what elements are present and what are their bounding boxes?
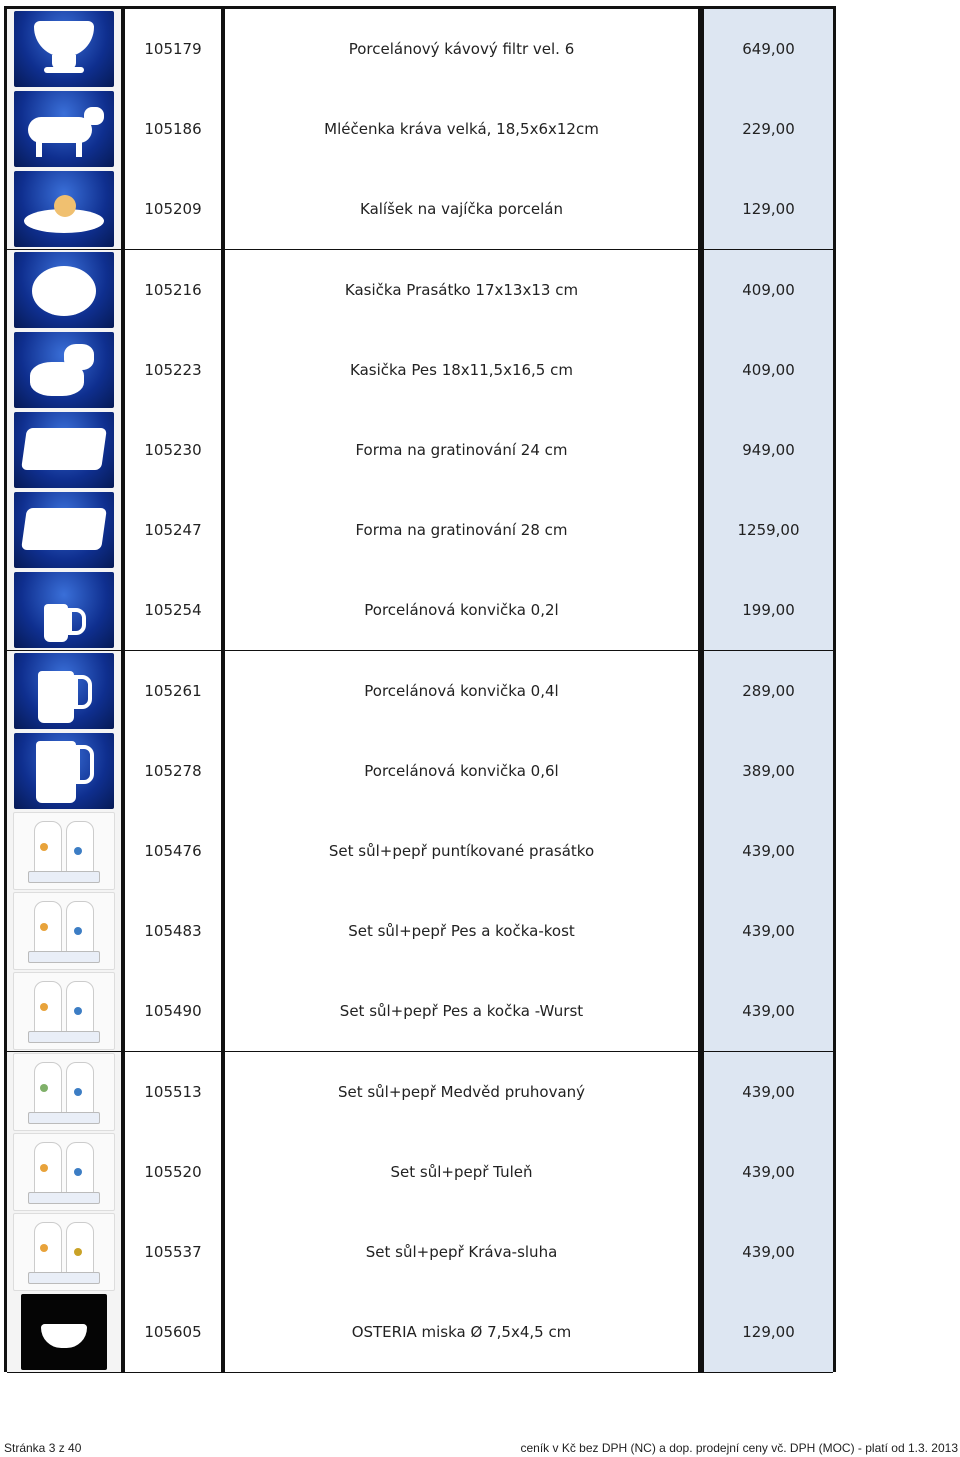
piggy-bank-image (14, 252, 114, 328)
product-price: 129,00 (704, 1292, 833, 1372)
product-name: Porcelánová konvička 0,2l (225, 570, 701, 650)
product-price: 289,00 (704, 651, 833, 731)
price-table (4, 6, 836, 1372)
salt-pepper-cow-image (13, 1213, 115, 1291)
product-name: Set sůl+pepř Pes a kočka -Wurst (225, 971, 701, 1051)
product-name: Set sůl+pepř puntíkované prasátko (225, 811, 701, 891)
product-code: 105537 (125, 1212, 223, 1292)
product-image-cell (7, 410, 123, 490)
product-name: Set sůl+pepř Tuleň (225, 1132, 701, 1212)
product-name: Kalíšek na vajíčka porcelán (225, 169, 701, 249)
product-code: 105278 (125, 731, 223, 811)
table-row (7, 1292, 833, 1373)
jug-medium-image (14, 653, 114, 729)
product-image-cell (7, 1292, 123, 1372)
table-row (7, 89, 833, 170)
product-price: 389,00 (704, 731, 833, 811)
product-code: 105490 (125, 971, 223, 1051)
product-code: 105186 (125, 89, 223, 169)
product-code: 105247 (125, 490, 223, 570)
product-price: 439,00 (704, 891, 833, 971)
table-row (7, 811, 833, 892)
dog-bank-image (14, 332, 114, 408)
price-note: ceník v Kč bez DPH (NC) a dop. prodejní ceny vč. DPH (MOC) - platí od 1.3. 2013 (520, 1441, 958, 1455)
product-image-cell (7, 651, 123, 731)
salt-pepper-dots-image (13, 812, 115, 890)
salt-pepper-dog-cat-image (13, 972, 115, 1050)
product-code: 105476 (125, 811, 223, 891)
product-code: 105179 (125, 9, 223, 89)
table-row (7, 169, 833, 250)
product-price: 129,00 (704, 169, 833, 249)
product-code: 105520 (125, 1132, 223, 1212)
product-name: OSTERIA miska Ø 7,5x4,5 cm (225, 1292, 701, 1372)
product-image-cell (7, 89, 123, 169)
product-name: Porcelánový kávový filtr vel. 6 (225, 9, 701, 89)
salt-pepper-dog-cat-image (13, 892, 115, 970)
product-image-cell (7, 891, 123, 971)
egg-cup-image (14, 171, 114, 247)
product-code: 105261 (125, 651, 223, 731)
gratin-dish-image (14, 412, 114, 488)
product-name: Porcelánová konvička 0,4l (225, 651, 701, 731)
product-price: 439,00 (704, 971, 833, 1051)
product-price: 409,00 (704, 330, 833, 410)
product-price: 439,00 (704, 1052, 833, 1132)
salt-pepper-dots-image (13, 1133, 115, 1211)
product-price: 439,00 (704, 1132, 833, 1212)
product-name: Forma na gratinování 24 cm (225, 410, 701, 490)
bowl-image (21, 1294, 107, 1370)
product-image-cell (7, 330, 123, 410)
product-price: 229,00 (704, 89, 833, 169)
table-row (7, 410, 833, 491)
product-price: 199,00 (704, 570, 833, 650)
product-image-cell (7, 169, 123, 249)
product-code: 105254 (125, 570, 223, 650)
product-price: 1259,00 (704, 490, 833, 570)
product-image-cell (7, 1132, 123, 1212)
product-image-cell (7, 811, 123, 891)
product-price: 949,00 (704, 410, 833, 490)
jug-large-image (14, 733, 114, 809)
product-price: 439,00 (704, 811, 833, 891)
product-code: 105483 (125, 891, 223, 971)
cow-creamer-image (14, 91, 114, 167)
product-name: Kasička Pes 18x11,5x16,5 cm (225, 330, 701, 410)
product-name: Set sůl+pepř Medvěd pruhovaný (225, 1052, 701, 1132)
table-row (7, 490, 833, 571)
product-code: 105223 (125, 330, 223, 410)
product-image-cell (7, 971, 123, 1051)
table-row (7, 250, 833, 331)
product-code: 105605 (125, 1292, 223, 1372)
product-price: 409,00 (704, 250, 833, 330)
table-row (7, 1052, 833, 1133)
table-row (7, 570, 833, 651)
product-code: 105216 (125, 250, 223, 330)
salt-pepper-bear-image (13, 1053, 115, 1131)
product-image-cell (7, 570, 123, 650)
jug-small-image (14, 572, 114, 648)
product-image-cell (7, 9, 123, 89)
product-code: 105209 (125, 169, 223, 249)
product-name: Porcelánová konvička 0,6l (225, 731, 701, 811)
product-code: 105230 (125, 410, 223, 490)
table-row (7, 971, 833, 1052)
product-image-cell (7, 1212, 123, 1292)
table-row (7, 891, 833, 972)
page-number: Stránka 3 z 40 (4, 1441, 82, 1455)
product-code: 105513 (125, 1052, 223, 1132)
product-image-cell (7, 250, 123, 330)
product-name: Set sůl+pepř Kráva-sluha (225, 1212, 701, 1292)
table-row (7, 1132, 833, 1213)
product-image-cell (7, 731, 123, 811)
coffee-filter-image (14, 11, 114, 87)
product-price: 649,00 (704, 9, 833, 89)
gratin-dish-image (14, 492, 114, 568)
table-row (7, 330, 833, 411)
product-name: Kasička Prasátko 17x13x13 cm (225, 250, 701, 330)
product-image-cell (7, 1052, 123, 1132)
product-name: Forma na gratinování 28 cm (225, 490, 701, 570)
table-row (7, 651, 833, 732)
product-name: Set sůl+pepř Pes a kočka-kost (225, 891, 701, 971)
product-price: 439,00 (704, 1212, 833, 1292)
product-name: Mléčenka kráva velká, 18,5x6x12cm (225, 89, 701, 169)
table-row (7, 9, 833, 90)
product-image-cell (7, 490, 123, 570)
table-row (7, 1212, 833, 1293)
table-row (7, 731, 833, 812)
